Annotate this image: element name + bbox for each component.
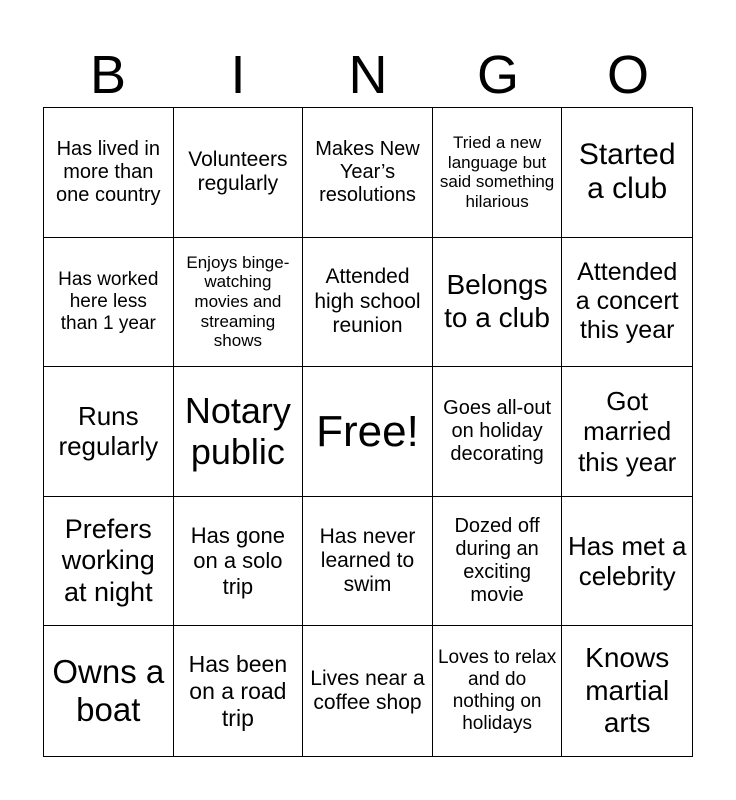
cell-text: Enjoys binge-watching movies and streaming shows [186, 252, 290, 351]
cell-text: Has gone on a solo trip [190, 522, 285, 599]
bingo-cell-r3-c2[interactable] [174, 367, 304, 497]
header-letter-o: O [606, 45, 649, 105]
cell-text: Makes New Year’s resolutions [315, 137, 420, 206]
cell-text: Notary public [184, 389, 291, 473]
header-letter-g: G [476, 45, 519, 105]
bingo-cell-r1-c4[interactable] [433, 108, 563, 238]
cell-text: Has lived in more than one country [56, 137, 161, 206]
cell-text: Volunteers regularly [188, 147, 288, 196]
bingo-cell-r5-c2[interactable] [174, 626, 304, 756]
bingo-cell-r1-c3[interactable] [303, 108, 433, 238]
bingo-cell-r4-c2[interactable] [174, 497, 304, 627]
cell-text: Prefers working at night [61, 514, 155, 607]
cell-text: Has been on a road trip [188, 651, 288, 731]
cell-text: Owns a boat [52, 652, 165, 729]
cell-text: Started a club [578, 137, 676, 206]
bingo-grid [43, 107, 693, 757]
cell-text: Goes all-out on holiday decorating [443, 396, 552, 466]
header-letter-n: N [348, 45, 388, 105]
bingo-cell-r5-c1[interactable] [44, 626, 174, 756]
cell-text: Free! [316, 406, 419, 456]
cell-text: Got married this year [578, 386, 677, 477]
bingo-cell-r5-c5[interactable] [562, 626, 692, 756]
bingo-cell-r5-c4[interactable] [433, 626, 563, 756]
bingo-cell-r3-c1[interactable] [44, 367, 174, 497]
bingo-cell-r3-c4[interactable] [433, 367, 563, 497]
cell-text: Tried a new language but said something hilarious [439, 132, 555, 212]
cell-text: Dozed off during an exciting movie [454, 514, 540, 607]
bingo-cell-r5-c3[interactable] [303, 626, 433, 756]
bingo-cell-r1-c2[interactable] [174, 108, 304, 238]
bingo-cell-r2-c4[interactable] [433, 238, 563, 368]
cell-text: Loves to relax and do nothing on holidays [437, 647, 557, 735]
cell-text: Attended high school reunion [314, 265, 421, 338]
bingo-cell-r4-c1[interactable] [44, 497, 174, 627]
cell-text: Knows martial arts [585, 642, 670, 739]
cell-text: Belongs to a club [444, 269, 551, 333]
cell-text: Has never learned to swim [319, 524, 416, 597]
cell-text: Runs regularly [58, 401, 159, 462]
cell-text: Attended a concert this year [575, 258, 679, 345]
bingo-cell-r4-c5[interactable] [562, 497, 692, 627]
bingo-cell-r2-c1[interactable] [44, 238, 174, 368]
bingo-cell-r4-c4[interactable] [433, 497, 563, 627]
bingo-cell-r2-c5[interactable] [562, 238, 692, 368]
cell-text: Has met a celebrity [567, 530, 687, 592]
bingo-cell-r1-c5[interactable] [562, 108, 692, 238]
bingo-cell-r4-c3[interactable] [303, 497, 433, 627]
header-letter-i: I [230, 45, 246, 105]
bingo-cell-r2-c2[interactable] [174, 238, 304, 368]
cell-text: Has worked here less than 1 year [58, 268, 159, 334]
header-letter-b: B [89, 45, 127, 105]
bingo-cell-r3-c5[interactable] [562, 367, 692, 497]
bingo-cell-r2-c3[interactable] [303, 238, 433, 368]
bingo-cell-r3-c3-free[interactable] [303, 367, 433, 497]
cell-text: Lives near a coffee shop [310, 666, 425, 715]
bingo-cell-r1-c1[interactable] [44, 108, 174, 238]
bingo-header [43, 42, 693, 108]
